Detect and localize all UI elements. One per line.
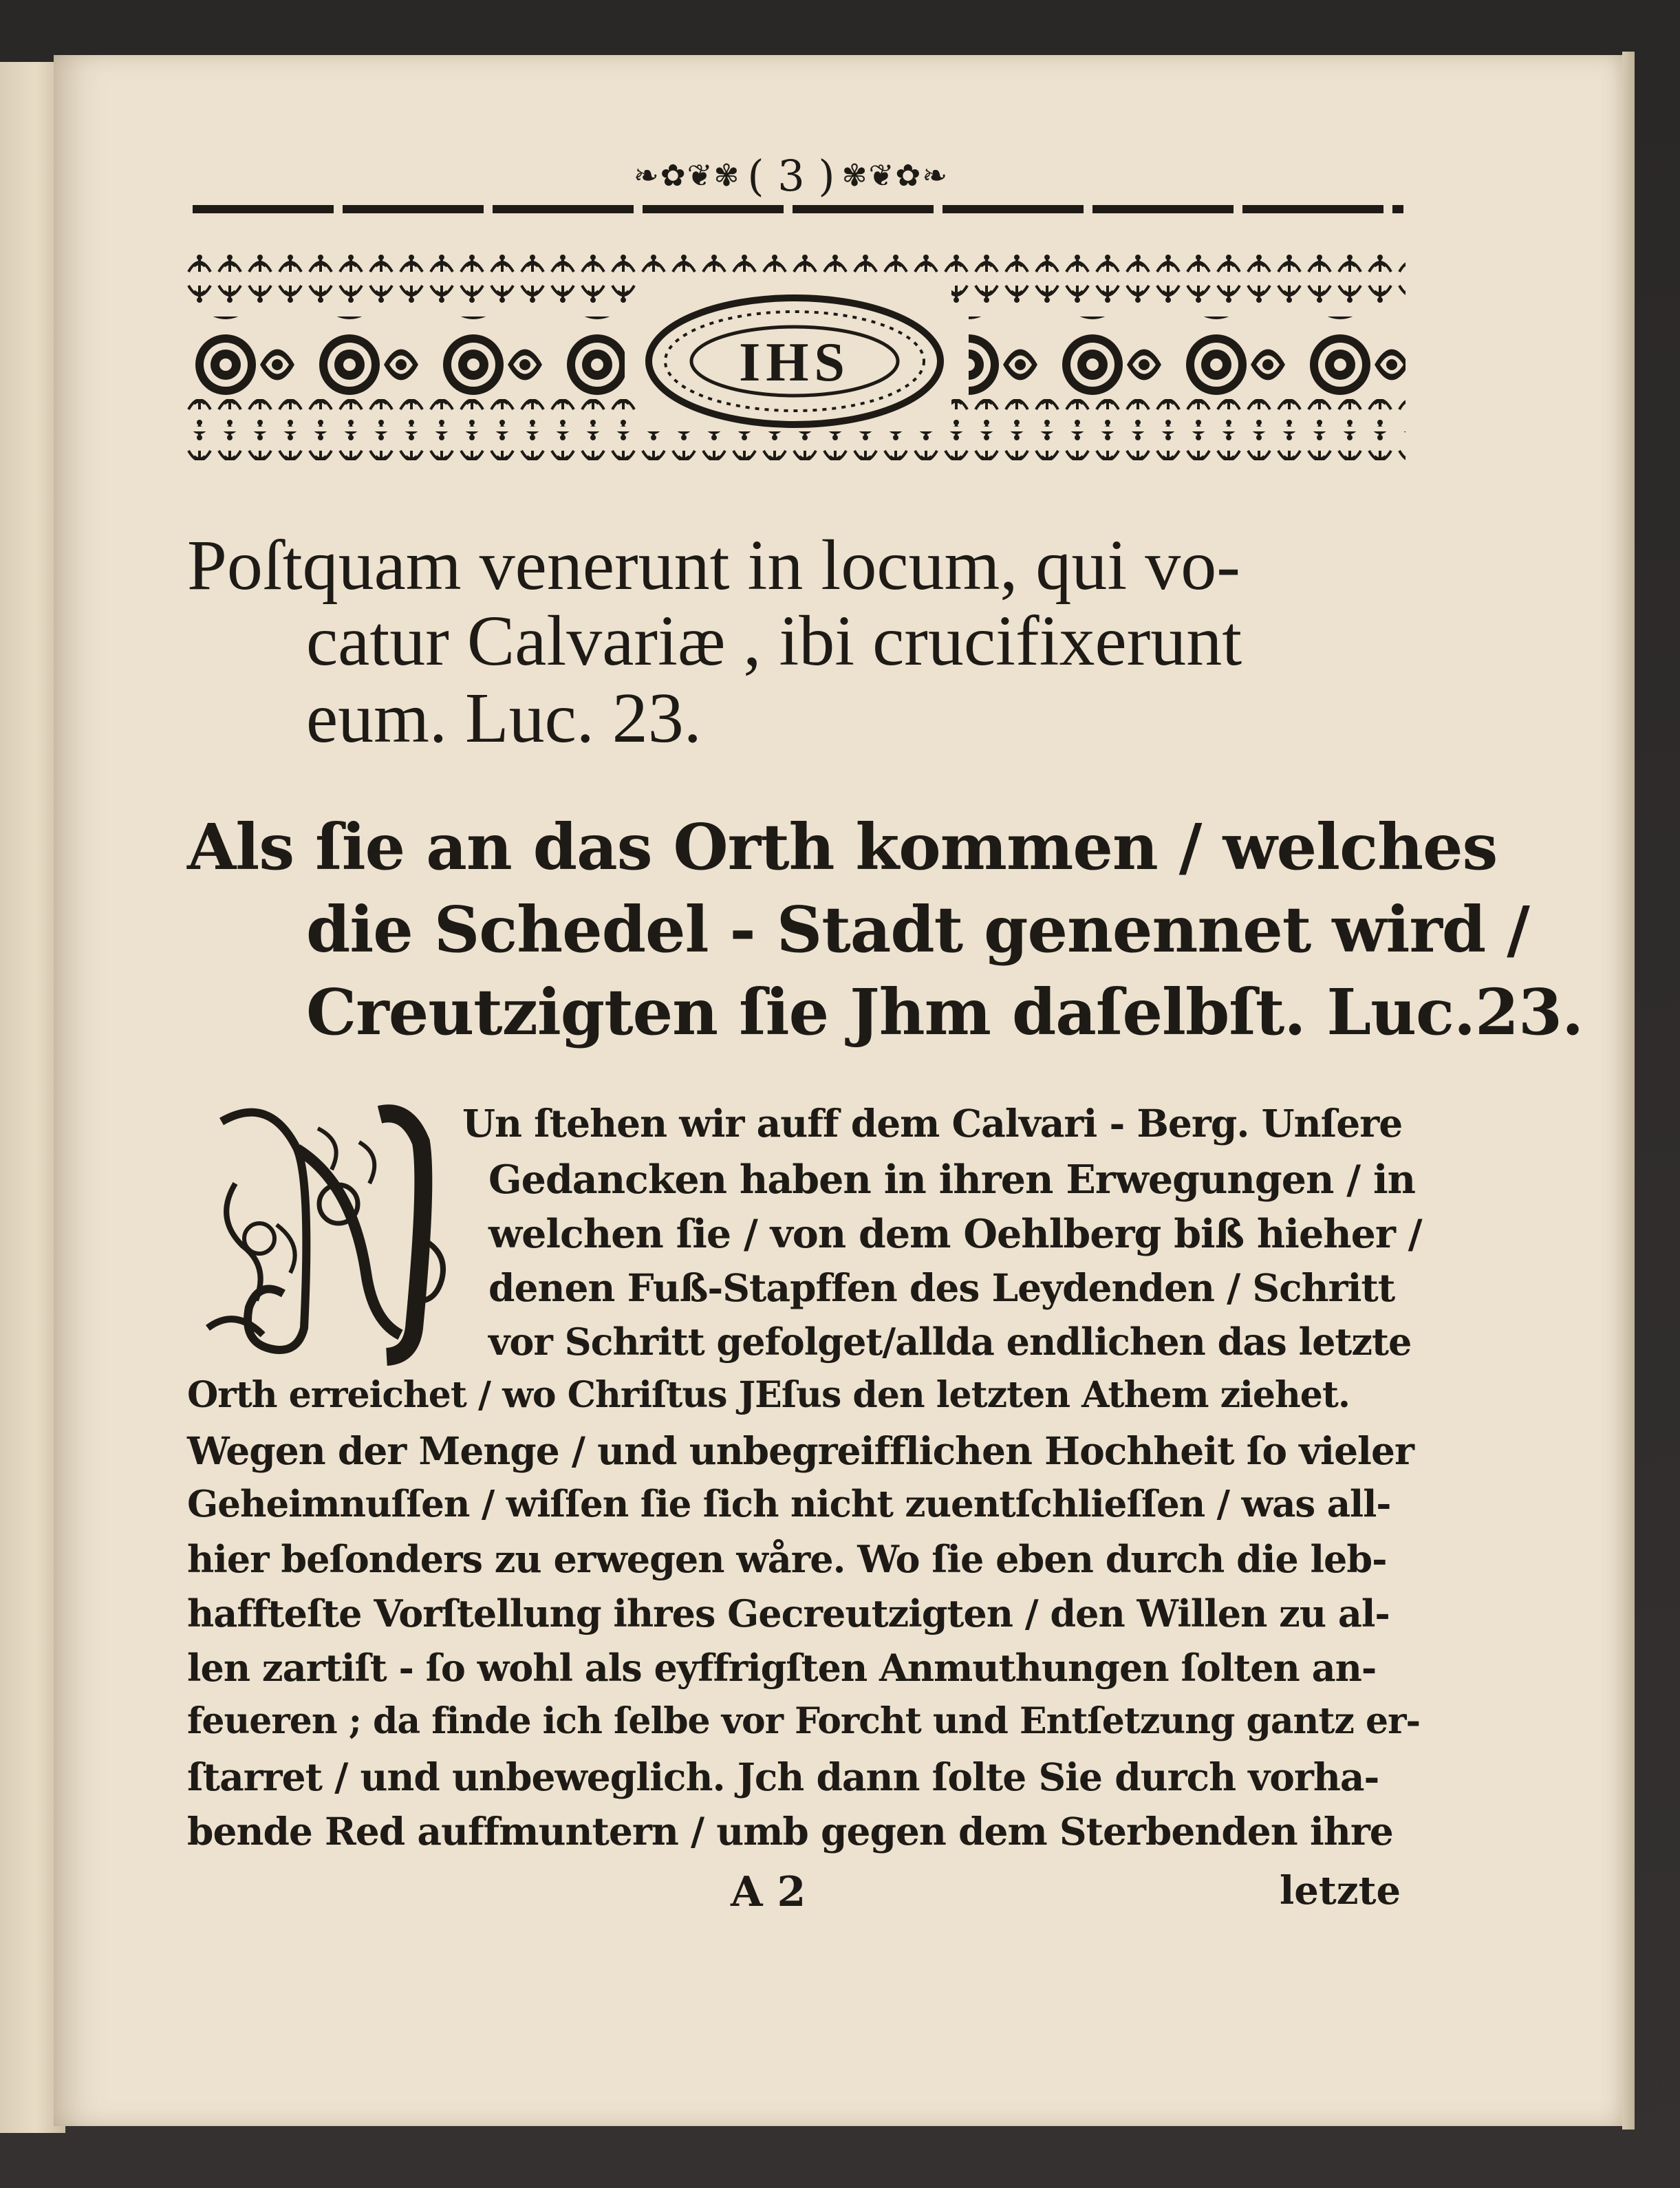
- latin-line-2: catur Calvariæ , ibi crucifixerunt: [306, 601, 1242, 680]
- body-line-9: hier beſonders zu erwegen wåre. Wo ſie eben durch die leb-: [187, 1537, 1387, 1581]
- body-line-12: feueren ; da finde ich ſelbe vor Forcht und Entſetzung gantz er-: [187, 1700, 1421, 1742]
- body-line-1: Un ſtehen wir auff dem Calvari - Berg. Unſere: [462, 1101, 1403, 1146]
- body-line-2: Gedancken haben in ihren Erwegungen / in: [488, 1157, 1416, 1203]
- signature-mark: A 2: [731, 1868, 806, 1916]
- body-line-10: haffteſte Vorſtellung ihres Gecreutzigten / den Willen zu al-: [187, 1591, 1390, 1635]
- body-line-6: Orth erreichet / wo Chriſtus JEſus den letzten Athem ziehet.: [187, 1374, 1350, 1416]
- page-header: [599, 148, 984, 203]
- german-heading-line-1: Als ſie an das Orth kommen / welches: [187, 810, 1498, 884]
- body-line-13: ſtarret / und unbeweglich. Jch dann ſolte Sie durch vorha-: [187, 1755, 1379, 1799]
- header-rule: [193, 205, 1403, 213]
- body-line-5: vor Schritt gefolget/allda endlichen das letzte: [488, 1320, 1412, 1364]
- body-line-11: len zartiſt - ſo wohl als eyffrigſten Anmuthungen ſolten an-: [187, 1646, 1377, 1690]
- page-right-edge: [1622, 52, 1635, 2130]
- body-line-3: welchen ſie / von dem Oehlberg biß hieher /: [488, 1211, 1422, 1257]
- body-line-7: Wegen der Menge / und unbegreifflichen Hochheit ſo vieler: [187, 1428, 1414, 1473]
- header-ornament-right: ✾❦✿❧: [841, 158, 949, 193]
- german-heading-line-2: die Schedel - Stadt genennet wird /: [306, 892, 1529, 967]
- body-line-8: Geheimnuſſen / wiſſen ſie ſich nicht zuentſchlieſſen / was all-: [187, 1483, 1391, 1525]
- page-number: ( 3 ): [747, 150, 835, 201]
- header-ornament-left: ❧✿❦✾: [633, 158, 741, 193]
- german-heading-line-3: Creutzigten ſie Jhm daſelbſt. Luc.23.: [306, 975, 1584, 1049]
- catchword: letzte: [1280, 1868, 1401, 1913]
- drop-initial: [194, 1101, 462, 1369]
- latin-line-3: eum. Luc. 23.: [306, 678, 702, 758]
- ihs-monogram: IHS: [739, 332, 850, 393]
- body-line-14: bende Red auffmuntern / umb gegen dem Sterbenden ihre: [187, 1809, 1393, 1854]
- body-line-4: denen Fuß-Stapffen des Leydenden / Schritt: [488, 1265, 1395, 1310]
- latin-line-1: Poſtquam venerunt in locum, qui vo-: [187, 526, 1240, 605]
- ornamental-headpiece: [184, 251, 1406, 468]
